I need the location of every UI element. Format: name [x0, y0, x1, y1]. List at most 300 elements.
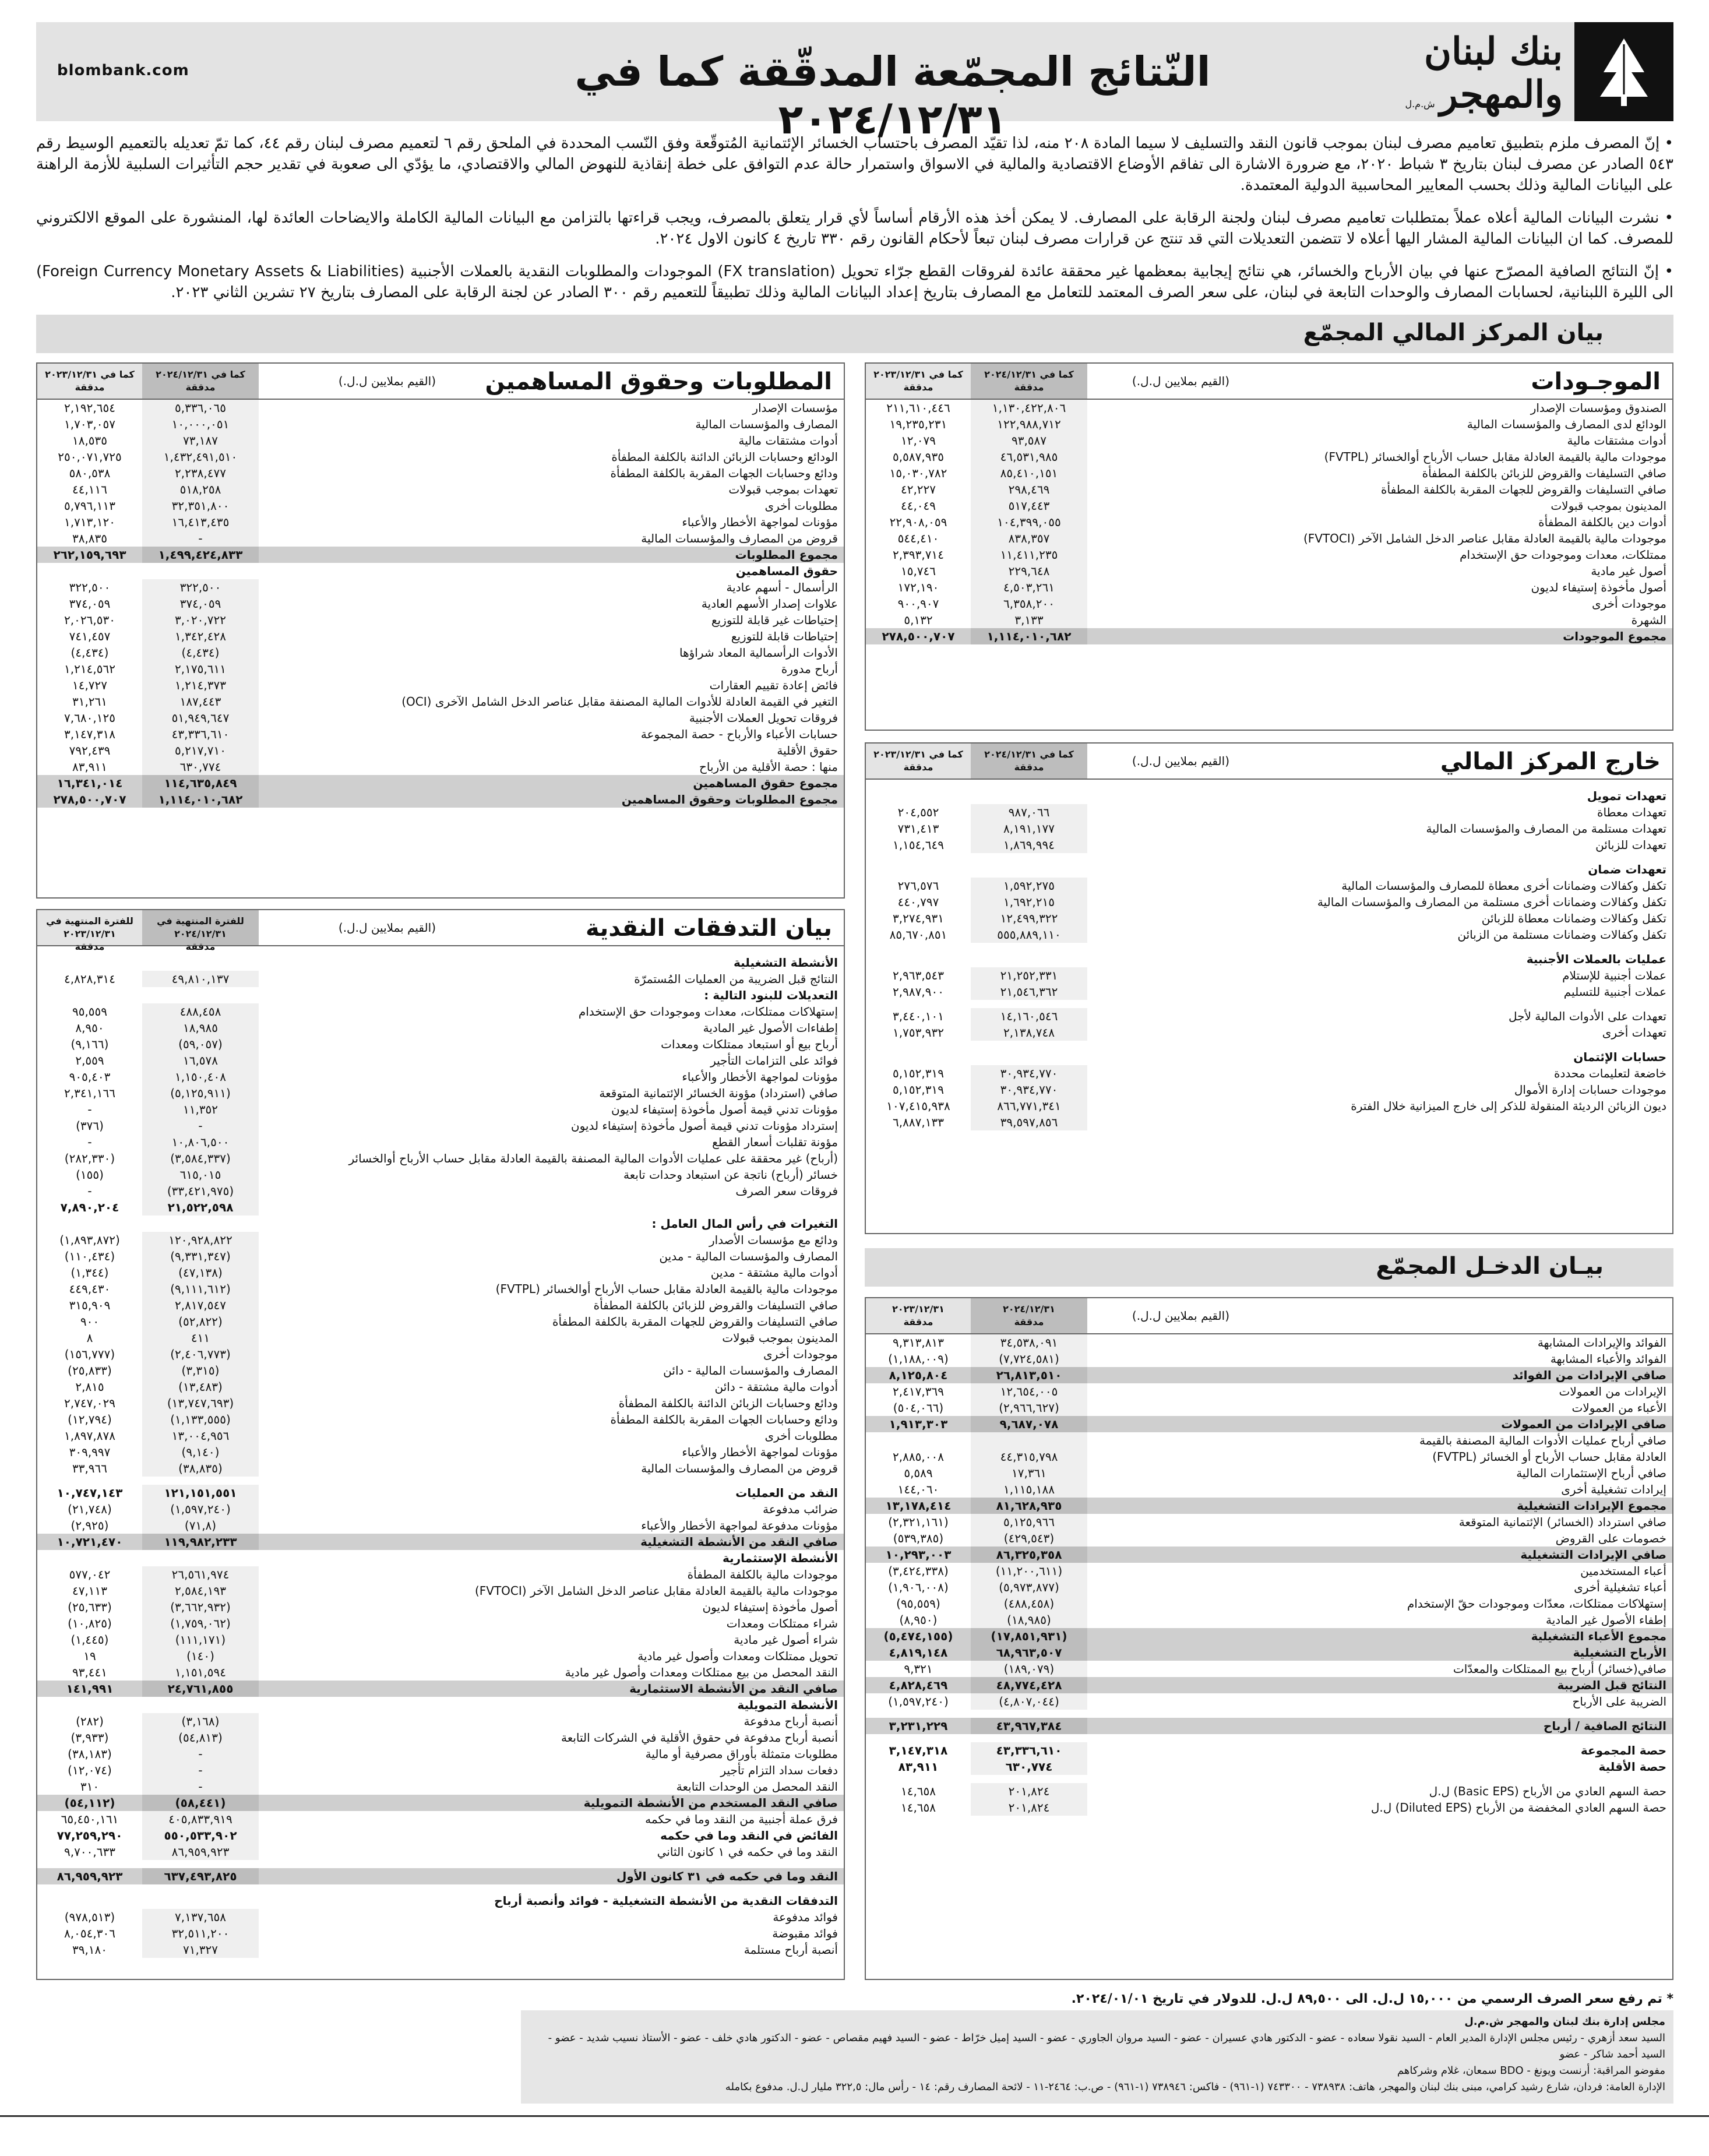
- off-balance-title: خارج المركز المالي: [1440, 748, 1661, 775]
- value-2024: ١١٩,٩٨٢,٢٣٣: [142, 1534, 259, 1550]
- value-2024: (٤٢٩,٥٤٣): [971, 1530, 1087, 1546]
- value-2024: (٤,٨٠٧,٠٤٤): [971, 1693, 1087, 1710]
- row-label: مجموع المطلوبات وحقوق المساهمين: [621, 792, 838, 806]
- row-label: عمليات بالعملات الأجنبية: [1526, 952, 1666, 966]
- value-2024: ١٣,٠٠٤,٩٥٦: [142, 1428, 259, 1444]
- statement-row: [866, 1693, 1672, 1710]
- assets-unit: (القيم بملايين ل.ل.): [1132, 374, 1229, 388]
- value-2024: (٣٣,٤٢١,٩٧٥): [142, 1183, 259, 1199]
- row-label: صافي النقد من الأنشطة التشغيلية: [640, 1535, 838, 1549]
- value-2023: (٥٣٩,٣٨٥): [893, 1531, 944, 1545]
- statement-row: [37, 1746, 844, 1762]
- value-2024: ١,١٥٠,٤٠٨: [142, 1069, 259, 1085]
- row-spacer: [37, 1477, 844, 1485]
- statement-row: [866, 1449, 1672, 1465]
- value-2024: ٥٥٥,٨٨٩,١١٠: [971, 926, 1087, 943]
- value-2023: ٢٧٨,٥٠٠,٧٠٧: [882, 629, 955, 643]
- value-2024: (١,١٣٣,٥٥٥): [142, 1411, 259, 1428]
- value-2024: ٢,٥٨٤,١٩٣: [142, 1583, 259, 1599]
- statement-row: [866, 1514, 1672, 1530]
- value-2023: ٣٩,١٨٠: [72, 1943, 108, 1957]
- statement-row: [866, 804, 1672, 820]
- statement-row: [866, 1383, 1672, 1400]
- value-2024: -: [142, 1778, 259, 1795]
- website-link[interactable]: blombank.com: [57, 62, 189, 79]
- income-section-bar: [865, 1248, 1673, 1287]
- value-2024: ٤٣,٩٦٧,٣٨٤: [971, 1718, 1087, 1734]
- value-2024: ٢٦,٨١٣,٥١٠: [971, 1367, 1087, 1383]
- page-title: النّتائج المجمّعة المدقّقة كما في ٢٠٢٤/١٢/٣١: [575, 48, 1211, 143]
- value-2024: (٧,٧٢٤,٥٨١): [971, 1351, 1087, 1367]
- row-label: التغير في القيمة العادلة للأدوات المالية المصنفة مقابل عناصر الدخل الشامل الآخرى (OCI): [401, 695, 838, 709]
- row-label: دفعات سداد التزام تأجير: [720, 1763, 838, 1777]
- statement-row: [37, 1183, 844, 1199]
- value-2024: ٨٥,٤١٠,١٥١: [971, 465, 1087, 481]
- total-row: [866, 1498, 1672, 1514]
- value-2023: ١٠٧,٤١٥,٩٣٨: [886, 1099, 950, 1113]
- value-2024: ١٦,٥٧٨: [142, 1052, 259, 1069]
- value-2023: ١,٧٥٣,٩٣٢: [893, 1026, 944, 1040]
- value-2023: (١,٩٠٦,٠٠٨): [888, 1580, 949, 1594]
- row-label: مجموع الأعباء التشغيلية: [1531, 1629, 1666, 1643]
- value-2023: ٥,١٥٢,٣١٩: [893, 1083, 944, 1097]
- value-2023: ٢,١٩٢,٦٥٤: [64, 401, 115, 415]
- statement-row: [37, 1313, 844, 1330]
- bank-logo-icon: [1574, 22, 1673, 121]
- statement-row: [37, 1346, 844, 1362]
- statement-row: [37, 1118, 844, 1134]
- statement-row: [37, 1069, 844, 1085]
- income-section-title: بيـان الدخـل المجمّع: [1376, 1253, 1604, 1280]
- value-2023: ٢٥٠,٠٧١,٧٢٥: [58, 450, 122, 464]
- statement-row: [37, 759, 844, 775]
- value-2024: -: [142, 1746, 259, 1762]
- statement-row: [866, 530, 1672, 547]
- statement-row: [866, 967, 1672, 984]
- statement-row: [37, 1664, 844, 1681]
- statement-row: [866, 547, 1672, 563]
- value-2023: ٥٧٧,٠٤٢: [69, 1567, 111, 1581]
- statement-row: [37, 742, 844, 759]
- row-label: أنصبة أرباح مستلمة: [743, 1943, 838, 1957]
- value-2024: ٣,٠٢٠,٧٢٢: [142, 612, 259, 628]
- row-label: إحتياطات قابلة للتوزيع: [731, 629, 838, 643]
- value-2024: ١٠,٠٠٠,٠٥١: [142, 416, 259, 432]
- row-label: العادلة مقابل حساب الأرباح أو الخسائر (FVTPL): [1432, 1450, 1666, 1464]
- statement-row: [37, 1566, 844, 1583]
- value-2023: ٩,٧٠٠,٦٣٣: [64, 1845, 115, 1859]
- statement-row: [866, 1661, 1672, 1677]
- value-2024: ٢٢٩,٦٤٨: [971, 563, 1087, 579]
- statement-row: [866, 1595, 1672, 1612]
- value-2024: ١٨٧,٤٤٣: [142, 693, 259, 710]
- bank-name: [1376, 29, 1563, 115]
- row-label: الأرباح التشغيلية: [1573, 1646, 1666, 1660]
- value-2024: ١,١٥١,٥٩٤: [142, 1664, 259, 1681]
- statement-row: [866, 984, 1672, 1000]
- value-2023: ٥٨٠,٥٣٨: [69, 466, 111, 480]
- value-2024: ٣٢,٣٥١,٨٠٠: [142, 498, 259, 514]
- row-label: الودائع لدى المصارف والمؤسسات المالية: [1467, 417, 1666, 431]
- value-2023: ٧٤١,٤٥٧: [69, 629, 111, 643]
- row-label: التعديلات للبنود التالية :: [704, 988, 838, 1002]
- row-label: مؤسسات الإصدار: [752, 401, 838, 415]
- assets-header: [866, 364, 1672, 400]
- value-2024: (٣,٦٦٢,٩٣٢): [142, 1599, 259, 1615]
- row-label: المصارف والمؤسسات المالية: [695, 417, 838, 431]
- statement-row: [866, 1579, 1672, 1595]
- total-row: [37, 1681, 844, 1697]
- row-label: صافي التسليفات والقروض للجهات المقربة بالكلفة المطفأة: [552, 1315, 838, 1329]
- row-label: ودائع وحسابات الزبائن الدائنة بالكلفة المطفأة: [618, 1396, 838, 1410]
- value-2024: ٥١,٩٤٩,٦٤٧: [142, 710, 259, 726]
- statement-row: [37, 1395, 844, 1411]
- value-2023: ٣,١٤٧,٣١٨: [889, 1743, 948, 1757]
- statement-row: [866, 612, 1672, 628]
- value-2023: ٣١,٢٦١: [72, 695, 108, 709]
- value-2024: ١١,٣٥٢: [142, 1101, 259, 1118]
- value-2023: -: [87, 1184, 92, 1198]
- value-2024: (٤,٤٣٤): [142, 644, 259, 661]
- bank-legal-form: ش.م.ل: [1405, 98, 1435, 110]
- row-label: قروض من المصارف والمؤسسات المالية: [641, 531, 838, 545]
- statement-row: [866, 1065, 1672, 1081]
- value-2023: ٣٠٩,٩٩٧: [69, 1445, 111, 1459]
- value-2023: ٤,٨٢٨,٤٦٩: [889, 1678, 948, 1692]
- value-2024: ١,٤٩٩,٤٢٤,٨٣٣: [142, 547, 259, 563]
- intro-note-1: • إنّ المصرف ملزم بتطبيق تعاميم مصرف لبنان بموجب قانون النقد والتسليف لا سيما المادة ٢٠٨ منه، لذا تقيّد المصرف باحتساب الخسائر الإئتمانية المُتوقّعة وفق النّسب المحددة في الملحق رقم ٦ لتعميم مصرف لبنان رقم ٤٤، كما تمّ تعديله بالتعميم الوسيط رقم ٥٤٣ الصادر عن مصرف لبنان بتاريخ ٣ شباط ٢٠٢٠، مع ضرورة الاشارة الى تفاقم الأوضاع الاقتصادية والمالية في الاسواق واستمرار حالة عدم التوافق على خطة إنقاذية للنهوض المالي والاقتصادي، ما يؤدّي الى صعوبة في تقدير حجم التأثيرات السلبية للأزمة الراهنة على البيانات المالية وذلك بحسب المعايير المحاسبية الدولية المعتمدة.: [36, 135, 1673, 194]
- value-2024: ٣٠,٩٣٤,٧٧٠: [971, 1081, 1087, 1098]
- row-label: أنصبة أرباح مدفوعة في حقوق الأقلية في الشركات التابعة: [561, 1731, 838, 1745]
- value-2023: ٥,٥٨٩: [904, 1466, 933, 1480]
- statement-row: [866, 1049, 1672, 1065]
- value-2024: ١٧,٣٦١: [971, 1465, 1087, 1481]
- value-2024: ١,١١٤,٠١٠,٦٨٢: [971, 628, 1087, 644]
- value-2023: ١٧٢,١٩٠: [897, 580, 939, 594]
- income-col-2023: ٢٠٢٣/١٢/٣١ مدققة: [866, 1298, 971, 1333]
- value-2024: ١٦,٤١٣,٤٣٥: [142, 514, 259, 530]
- statement-row: [37, 1632, 844, 1648]
- value-2023: ٨,٠٥٤,٣٠٦: [64, 1926, 115, 1940]
- row-label: تعهدات ضمان: [1588, 862, 1666, 876]
- row-label: تعهدات أخرى: [1602, 1026, 1666, 1040]
- value-2024: ١٨,٩٨٥: [142, 1020, 259, 1036]
- statement-row: [866, 1334, 1672, 1351]
- value-2024: ٨١,٦٢٨,٩٣٥: [971, 1498, 1087, 1514]
- head-office-address: الإدارة العامة: فردان، شارع رشيد كرامي، مبنى بنك لبنان والمهجر، هاتف: ٧٣٨٩٣٨ - ٧٤٣٣٠٠ (١-٩٦١) - فاكس: ٧٣٨٩٤٦ (١-٩٦١) - ص.ب: ٢٤٦٤-١١ - لائحة المصارف رقم: ١٤ - رأس مال: ٣٢٢,٥ مليار ل.ل. مدفوع بكامله: [725, 2081, 1665, 2093]
- statement-row: [37, 1909, 844, 1925]
- row-label: أعباء المستخدمين: [1580, 1564, 1666, 1578]
- value-2024: ٤,٥٠٣,٢٦١: [971, 579, 1087, 596]
- value-2024: (٥,٩٧٣,٨٧٧): [971, 1579, 1087, 1595]
- value-2023: ٢,٤١٧,٣٦٩: [893, 1385, 944, 1398]
- value-2023: ٥,٧٩٦,١١٣: [64, 499, 115, 513]
- row-label: حقوق الأقلية: [777, 744, 838, 758]
- row-label: إستهلاكات ممتلكات، معدات وموجودات حق الإستخدام: [578, 1005, 838, 1019]
- statement-row: [37, 514, 844, 530]
- value-2024: ٨٦,٣٢٥,٣٥٨: [971, 1546, 1087, 1563]
- intro-notes: [36, 133, 1673, 315]
- statement-row: [866, 926, 1672, 943]
- value-2023: ٣١٥,٩٠٩: [69, 1298, 111, 1312]
- value-2023: ٨٥,٦٧٠,٨٥١: [889, 928, 947, 942]
- value-2023: (٢٥,٨٣٣): [68, 1364, 112, 1378]
- row-label: مطلوبات متمثلة بأوراق مصرفية أو مالية: [645, 1747, 838, 1761]
- value-2023: (١,٥٩٧,٢٤٠): [888, 1694, 949, 1708]
- value-2024: ١١,٤١١,٢٣٥: [971, 547, 1087, 563]
- total-row: [866, 1367, 1672, 1383]
- value-2024: ١٢٠,٩٢٨,٨٢٢: [142, 1232, 259, 1248]
- value-2024: ٢,١٣٨,٧٤٨: [971, 1024, 1087, 1041]
- statement-row: [866, 1742, 1672, 1759]
- statement-row: [37, 971, 844, 987]
- value-2023: ٥,١٣٢: [904, 613, 933, 627]
- value-2024: ٥١٧,٤٤٣: [971, 498, 1087, 514]
- value-2024: ١٢٢,٩٨٨,٧١٢: [971, 416, 1087, 432]
- value-2023: (٣,٤٢٤,٣٣٨): [888, 1564, 949, 1578]
- liabilities-title: المطلوبات وحقوق المساهمين: [485, 368, 832, 395]
- statement-row: [866, 1759, 1672, 1775]
- statement-row: [866, 416, 1672, 432]
- statement-row: [37, 693, 844, 710]
- row-label: إطفاءات الأصول غير المادية: [703, 1021, 838, 1035]
- value-2023: (١٢,٠٧٤): [68, 1763, 112, 1777]
- value-2023: ٢,٩٨٧,٩٠٠: [893, 985, 944, 999]
- row-label: تعهدات معطاة: [1597, 805, 1666, 819]
- statement-row: [37, 1615, 844, 1632]
- header-bar: [36, 22, 1673, 143]
- row-label: صافي(خسائر) أرباح بيع الممتلكات والمعدّات: [1453, 1662, 1666, 1676]
- value-2023: (٢٨٢): [76, 1714, 104, 1728]
- value-2024: (٩,٣٣١,٣٤٧): [142, 1248, 259, 1264]
- row-label: عملات أجنبية للإستلام: [1562, 968, 1666, 982]
- value-2023: ١٩: [83, 1649, 96, 1663]
- value-2023: ٤٤٩,٤٣٠: [69, 1282, 111, 1296]
- statement-row: [37, 1485, 844, 1501]
- value-2024: (١٧,٨٥١,٩٣١): [971, 1628, 1087, 1644]
- statement-row: [866, 432, 1672, 449]
- board-members: السيد سعد أزهري - رئيس مجلس الإدارة المدير العام - السيد نقولا سعاده - عضو - الدكتور هادي عسيران - عضو - السيد مروان الجاوري - عضو - السيد إميل خرّاط - عضو - السيد فهيم مقصاص - عضو - الدكتور هادي خلف - عضو - الأستاذ نسيب شديد - عضو - السيد أحمد شاكر - عضو: [548, 2032, 1665, 2060]
- row-spacer: [37, 1884, 844, 1893]
- off-balance-unit: (القيم بملايين ل.ل.): [1132, 754, 1229, 768]
- row-label: النقد المحصل من بيع ممتلكات ومعدات وأصول غير مادية: [565, 1665, 838, 1679]
- row-label: موجودات مالية بالكلفة المطفأة: [687, 1567, 838, 1581]
- value-2023: ٢,٨٨٥,٠٠٨: [893, 1450, 944, 1464]
- statement-row: [866, 1114, 1672, 1130]
- value-2023: ٣١٠: [80, 1780, 100, 1794]
- row-label: صافي الإيرادات من العمولات: [1501, 1417, 1666, 1431]
- value-2024: ٨,١٩١,١٧٧: [971, 820, 1087, 837]
- value-2024: (١٣,٧٤٧,٦٩٣): [142, 1395, 259, 1411]
- statement-row: [866, 1351, 1672, 1367]
- value-2023: ٢٢,٩٠٨,٠٥٩: [889, 515, 947, 529]
- value-2024: ٣٤,٥٣٨,٠٩١: [971, 1334, 1087, 1351]
- value-2024: ٢٦,٥٦١,٩٧٤: [142, 1566, 259, 1583]
- value-2024: (٢,٤٠٦,٧٧٣): [142, 1346, 259, 1362]
- value-2023: ٤,٨٢٨,٣١٤: [64, 972, 115, 986]
- row-label: أعباء تشغيلية أخرى: [1574, 1580, 1666, 1594]
- row-label: فائض إعادة تقييم العقارات: [709, 678, 838, 692]
- row-label: منها : حصة الأقلية من الأرباح: [699, 760, 838, 774]
- value-2023: ٥,٥٨٧,٩٣٥: [893, 450, 944, 464]
- value-2023: ٧٣١,٤١٣: [897, 822, 939, 836]
- statement-row: [37, 1216, 844, 1232]
- value-2024: (٥,١٢٥,٩١١): [142, 1085, 259, 1101]
- value-2023: (١٠,٨٢٥): [68, 1616, 112, 1630]
- value-2023: (٥٠٤,٠٦٦): [893, 1401, 944, 1415]
- value-2023: ٩٣,٤٤١: [72, 1665, 108, 1679]
- value-2023: -: [87, 1102, 92, 1116]
- statement-row: [866, 788, 1672, 804]
- value-2024: ١,١٣٠,٤٢٢,٨٠٦: [971, 400, 1087, 416]
- value-2023: ٨,١٢٥,٨٠٤: [889, 1368, 948, 1382]
- value-2024: ٤٤,٣١٥,٧٩٨: [971, 1449, 1087, 1465]
- value-2024: [971, 1432, 1087, 1449]
- row-label: الأعباء من العمولات: [1571, 1401, 1666, 1415]
- value-2024: ٢٠١,٨٢٤: [971, 1799, 1087, 1816]
- statement-row: [866, 514, 1672, 530]
- statement-row: [37, 563, 844, 579]
- value-2023: ٦,٨٨٧,١٣٣: [893, 1115, 944, 1129]
- off-balance-rows: [866, 780, 1672, 1130]
- cash-flow-col-2024: للفترة المنتهية في ٢٠٢٤/١٢/٣١ مدققة: [142, 910, 259, 945]
- value-2024: ٥,٣٣٦,٠٦٥: [142, 400, 259, 416]
- value-2024: ٩٣,٥٨٧: [971, 432, 1087, 449]
- value-2024: ١٢١,١٥١,٥٥١: [142, 1485, 259, 1501]
- statement-row: [37, 1052, 844, 1069]
- value-2024: -: [142, 1762, 259, 1778]
- value-2023: ٦٥,٤٥٠,١٦١: [61, 1812, 119, 1826]
- row-label: أرباح مدورة: [781, 662, 838, 676]
- statement-row: [866, 837, 1672, 853]
- statement-row: [866, 1098, 1672, 1114]
- value-2024: ١,٨٦٩,٩٩٤: [971, 837, 1087, 853]
- liabilities-header: [37, 364, 844, 400]
- row-label: مجموع المطلوبات: [735, 548, 838, 562]
- statement-row: [37, 1411, 844, 1428]
- value-2024: (٣٨,٨٣٥): [142, 1460, 259, 1477]
- statement-row: [37, 1362, 844, 1379]
- value-2023: ٣,٤٤٠,١٠١: [893, 1009, 944, 1023]
- value-2023: ٢,٣٤١,١٦٦: [64, 1086, 115, 1100]
- value-2023: ٥٤٤,٤١٠: [897, 531, 939, 545]
- row-label: صافي النقد المستخدم من الأنشطة التمويلية: [583, 1796, 838, 1810]
- row-spacer: [866, 1775, 1672, 1783]
- bank-name-line1: بنك لبنان: [1424, 30, 1563, 73]
- row-label: فروقات سعر الصرف: [735, 1184, 838, 1198]
- value-2024: (٩,١٤٠): [142, 1444, 259, 1460]
- value-2024: (٣,٣١٥): [142, 1362, 259, 1379]
- value-2023: (٩٧٨,٥١٣): [64, 1910, 115, 1924]
- value-2024: ٤٣,٣٣٦,٦١٠: [142, 726, 259, 742]
- row-label: تعهدات للزبائن: [1595, 838, 1666, 852]
- row-label: الشهرة: [1631, 613, 1666, 627]
- row-label: أدوات دين بالكلفة المطفأة: [1538, 515, 1666, 529]
- statement-row: [37, 1501, 844, 1517]
- total-row: [866, 1644, 1672, 1661]
- row-label: تعهدات مستلمة من المصارف والمؤسسات المالية: [1426, 822, 1666, 836]
- assets-panel: [865, 362, 1673, 731]
- row-label: أنصبة أرباح مدفوعة: [743, 1714, 838, 1728]
- value-2023: [866, 1432, 971, 1449]
- value-2024: ٩,٦٨٧,٠٧٨: [971, 1416, 1087, 1432]
- row-label: المصارف والمؤسسات المالية - دائن: [663, 1364, 838, 1378]
- value-2024: ٤٠٥,٨٣٣,٩١٩: [142, 1811, 259, 1827]
- row-label: فوائد مدفوعة: [773, 1910, 838, 1924]
- balance-sheet-section-bar: [36, 315, 1673, 353]
- value-2024: (١,٧٥٩,٠٦٢): [142, 1615, 259, 1632]
- statement-row: [866, 1563, 1672, 1579]
- row-label: صافي النقد من الأنشطة الاستثمارية: [629, 1682, 838, 1696]
- row-spacer: [866, 1041, 1672, 1049]
- row-label: الفائض في النقد وما في حكمه: [660, 1829, 838, 1843]
- value-2024: (١١,٢٠٠,٦١١): [971, 1563, 1087, 1579]
- row-label: إحتياطات غير قابلة للتوزيع: [711, 613, 838, 627]
- value-2024: (١,٥٩٧,٢٤٠): [142, 1501, 259, 1517]
- statement-row: [866, 465, 1672, 481]
- statement-row: [37, 416, 844, 432]
- row-label: ضرائب مدفوعة: [763, 1502, 838, 1516]
- row-label: النقد وما في حكمه في ١ كانون الثاني: [657, 1845, 838, 1859]
- off-balance-sheet-panel: [865, 742, 1673, 1234]
- value-2024: (٩,١١١,٦١٢): [142, 1281, 259, 1297]
- value-2023: ١٤,٧٢٧: [72, 678, 108, 692]
- value-2023: ٣,١٤٧,٣١٨: [64, 727, 115, 741]
- value-2024: ٥,٢١٧,٧١٠: [142, 742, 259, 759]
- liabilities-panel: [36, 362, 845, 899]
- row-label: موجودات مالية بالقيمة العادلة مقابل حساب الأرباح أوالخسائر (FVTPL): [495, 1282, 838, 1296]
- row-label: النتائج قبل الضريبة من العمليات المُستمرّة: [634, 972, 838, 986]
- value-2024: ٣,١٣٣: [971, 612, 1087, 628]
- liabilities-col-2024: كما في ٢٠٢٤/١٢/٣١ مدققة: [142, 364, 259, 399]
- statement-row: [866, 1432, 1672, 1449]
- value-2024: ٢١,٥٢٢,٥٩٨: [142, 1199, 259, 1216]
- row-label: ودائع مع مؤسسات الأصدار: [709, 1233, 838, 1247]
- row-label: أدوات مشتقات مالية: [738, 434, 838, 448]
- statement-row: [866, 481, 1672, 498]
- row-label: مطلوبات أخرى: [764, 499, 838, 513]
- board-title: مجلس إدارة بنك لبنان والمهجر ش.م.ل: [1464, 2016, 1665, 2028]
- income-rows: [866, 1334, 1672, 1816]
- row-label: أدوات مالية مشتقة - مدين: [710, 1266, 838, 1280]
- total-row: [37, 775, 844, 791]
- statement-row: [866, 910, 1672, 926]
- row-label: موجودات مالية بالقيمة العادلة مقابل عناصر الدخل الشامل الآخر (FVTOCI): [1303, 531, 1666, 545]
- row-label: إسترداد مؤونات تدني قيمة أصول مأخوذة إستيفاء لديون: [570, 1119, 838, 1133]
- value-2024: ٧٣,١٨٧: [142, 432, 259, 449]
- statement-row: [37, 661, 844, 677]
- statement-row: [37, 1248, 844, 1264]
- value-2024: ٦٨,٩٦٣,٥٠٧: [971, 1644, 1087, 1661]
- value-2023: ٢,٨١٥: [75, 1380, 104, 1394]
- row-label: الإيرادات من العمولات: [1559, 1385, 1666, 1398]
- total-row: [37, 547, 844, 563]
- value-2023: ٢,٠٢٦,٥٣٠: [64, 613, 115, 627]
- value-2024: ٤٩,٨١٠,١٣٧: [142, 971, 259, 987]
- row-spacer: [866, 853, 1672, 861]
- value-2023: ٩٠٥,٤٠٣: [69, 1070, 111, 1084]
- statement-row: [37, 987, 844, 1003]
- value-2023: ٣٣,٩٦٦: [72, 1461, 108, 1475]
- statement-row: [866, 1481, 1672, 1498]
- value-2023: ٣٧٤,٠٥٩: [69, 597, 111, 611]
- value-2023: (١٥٦,٧٧٧): [64, 1347, 115, 1361]
- row-label: عملات أجنبية للتسليم: [1563, 985, 1666, 999]
- off-balance-col-2024: كما في ٢٠٢٤/١٢/٣١ مدققة: [971, 744, 1087, 778]
- statement-row: [37, 1003, 844, 1020]
- statement-row: [37, 1811, 844, 1827]
- value-2023: (٢,٩٢٥): [71, 1519, 109, 1533]
